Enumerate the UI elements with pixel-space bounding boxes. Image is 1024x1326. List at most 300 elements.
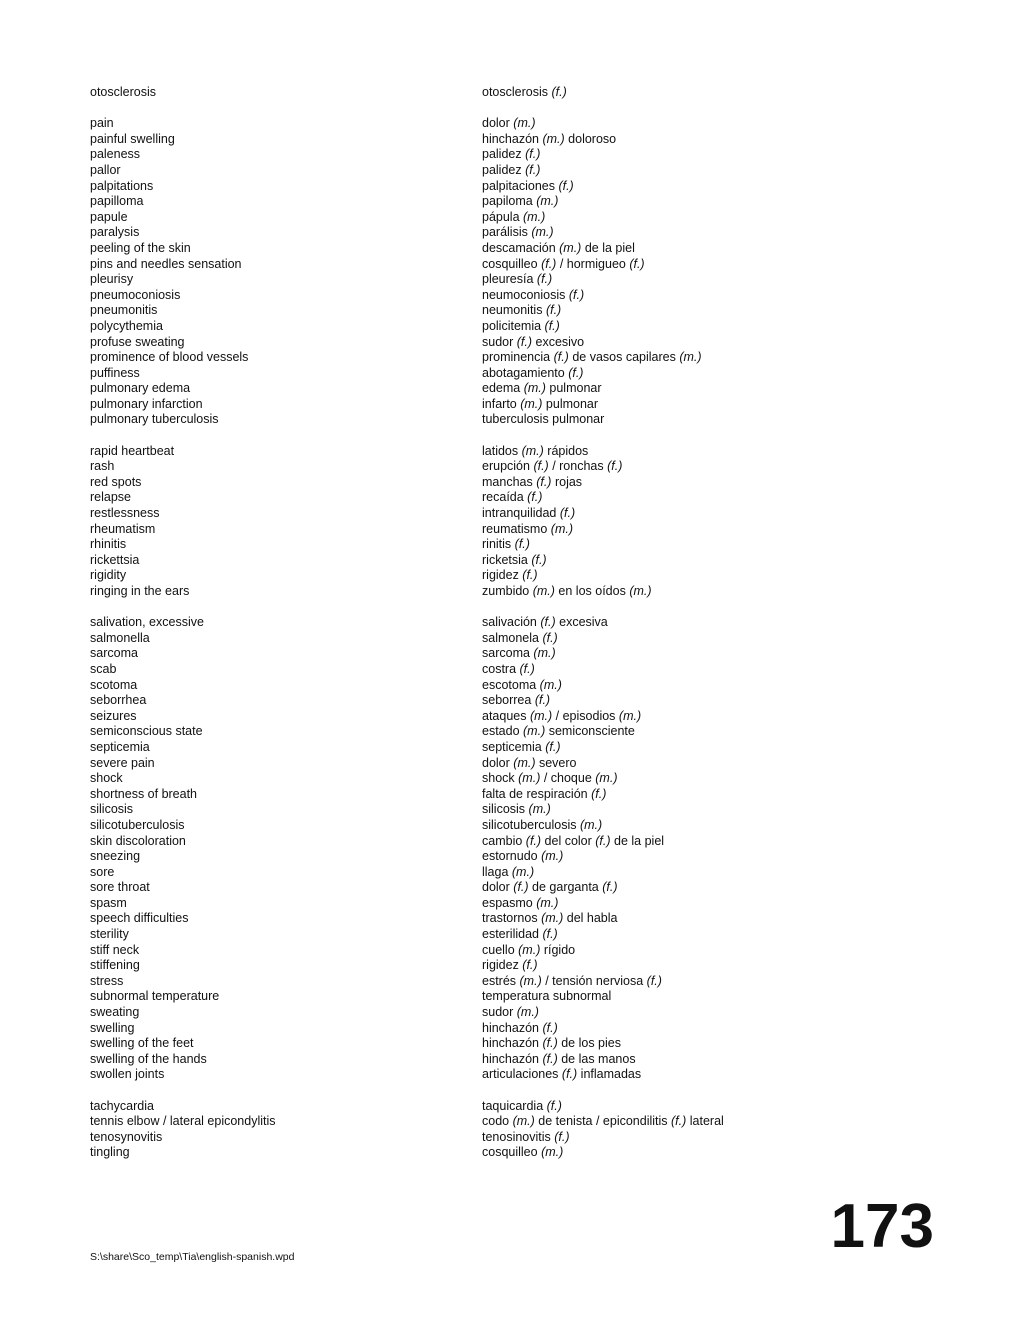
english-term: seizures <box>90 708 137 723</box>
gender-marker: (f.) <box>516 334 533 349</box>
gender-marker: (f.) <box>531 552 547 567</box>
gender-marker: (m.) <box>579 817 603 832</box>
gender-marker: (f.) <box>646 973 662 988</box>
glossary-row <box>90 1021 950 1037</box>
glossary-row <box>90 802 950 818</box>
english-term: prominence of blood vessels <box>90 350 249 365</box>
gender-marker: (m.) <box>679 350 702 365</box>
english-term: relapse <box>90 490 131 505</box>
english-term: papule <box>90 209 128 224</box>
glossary-row <box>90 584 950 600</box>
spanish-text: esterilidad <box>482 927 543 942</box>
gender-marker: (f.) <box>551 85 567 99</box>
english-term: pain <box>90 116 114 131</box>
spanish-term <box>482 179 942 195</box>
glossary-row <box>90 366 950 382</box>
spanish-text: cosquilleo <box>482 1145 542 1160</box>
spanish-text: pleuresía <box>482 272 537 287</box>
spanish-term <box>482 85 942 101</box>
spanish-text: lateral <box>686 1114 724 1129</box>
spanish-text: zumbido <box>482 584 533 598</box>
spanish-term <box>482 911 942 927</box>
glossary-row <box>90 1005 950 1021</box>
english-term: profuse sweating <box>90 334 185 349</box>
spanish-text: rigidez <box>482 568 523 583</box>
spanish-text: llaga <box>482 864 512 879</box>
spanish-text: / choque <box>540 771 596 786</box>
english-term: stiffening <box>90 958 140 973</box>
english-term: silicotuberculosis <box>90 817 185 832</box>
english-term: shortness of breath <box>90 786 198 801</box>
gender-marker: (f.) <box>542 1051 558 1066</box>
gender-marker: (m.) <box>511 864 535 879</box>
gender-marker: (f.) <box>545 303 562 318</box>
english-term: silicosis <box>90 802 134 817</box>
spanish-text: policitemia <box>482 318 545 333</box>
glossary-row <box>90 1130 950 1146</box>
english-term: tenosynovitis <box>90 1129 163 1144</box>
gender-marker: (f.) <box>513 880 529 895</box>
spanish-text: palpitaciones <box>482 178 559 193</box>
english-term: ringing in the ears <box>90 584 190 598</box>
spanish-term <box>482 272 942 288</box>
glossary-row <box>90 459 950 475</box>
spanish-term <box>482 662 942 678</box>
glossary-row <box>90 397 950 413</box>
glossary-row <box>90 927 950 943</box>
spanish-text: edema <box>482 381 524 396</box>
spanish-text: prominencia <box>482 350 554 365</box>
gender-marker: (f.) <box>536 272 553 287</box>
english-term: scotoma <box>90 677 138 692</box>
spanish-text: de vasos capilares <box>568 350 680 365</box>
glossary-row <box>90 350 950 366</box>
gender-marker: (f.) <box>525 147 541 162</box>
gender-marker: (m.) <box>559 240 582 255</box>
spanish-term <box>482 1099 942 1115</box>
gender-marker: (f.) <box>533 459 549 474</box>
glossary-row <box>90 1114 950 1130</box>
glossary-row <box>90 412 950 428</box>
glossary-row <box>90 865 950 881</box>
english-term: sarcoma <box>90 646 138 661</box>
english-term: paralysis <box>90 225 140 240</box>
glossary-row <box>90 1067 950 1083</box>
glossary-row <box>90 553 950 569</box>
english-term: sore <box>90 864 115 879</box>
spanish-text: del color <box>541 833 596 848</box>
english-term: polycythemia <box>90 318 163 333</box>
glossary-row <box>90 147 950 163</box>
english-term: stress <box>90 973 124 988</box>
glossary-row <box>90 179 950 195</box>
spanish-term <box>482 584 942 600</box>
glossary-row <box>90 303 950 319</box>
gender-marker: (m.) <box>529 708 553 723</box>
gender-marker: (m.) <box>629 584 652 598</box>
glossary-row <box>90 272 950 288</box>
gender-marker: (m.) <box>539 677 562 692</box>
glossary-row <box>90 958 950 974</box>
spanish-text: inflamadas <box>577 1067 642 1082</box>
gender-marker: (f.) <box>540 615 556 630</box>
spanish-term <box>482 194 942 210</box>
gender-marker: (m.) <box>523 381 546 396</box>
english-term: rigidity <box>90 568 127 583</box>
english-term: swelling <box>90 1020 135 1035</box>
spanish-text: ataques <box>482 708 530 723</box>
gender-marker: (m.) <box>520 396 543 411</box>
page-number: 173 <box>830 1192 934 1261</box>
gender-marker: (m.) <box>512 1114 535 1129</box>
spanish-term <box>482 116 942 132</box>
spanish-text: semiconsciente <box>545 724 635 739</box>
spanish-term <box>482 818 942 834</box>
english-term: pins and needles sensation <box>90 256 242 271</box>
spanish-term <box>482 849 942 865</box>
spanish-text: silicotuberculosis <box>482 817 580 832</box>
spanish-term <box>482 381 942 397</box>
english-term: tennis elbow / lateral epicondylitis <box>90 1114 276 1129</box>
glossary-row <box>90 288 950 304</box>
spanish-text: erupción <box>482 459 534 474</box>
glossary-row <box>90 1145 950 1161</box>
english-term: restlessness <box>90 506 160 521</box>
spanish-text: estrés <box>482 973 520 988</box>
gender-marker: (f.) <box>545 739 561 754</box>
english-term: otosclerosis <box>90 85 156 99</box>
glossary-row <box>90 522 950 538</box>
spanish-text: / tensión nerviosa <box>541 973 647 988</box>
english-term: seborrhea <box>90 693 147 708</box>
spanish-term <box>482 880 942 896</box>
spanish-text: silicosis <box>482 802 529 817</box>
english-term: red spots <box>90 474 142 489</box>
spanish-term <box>482 1130 942 1146</box>
english-term: sterility <box>90 927 129 942</box>
english-term: painful swelling <box>90 131 175 146</box>
spanish-text: de tenista / epicondilitis <box>534 1114 672 1129</box>
spanish-text: costra <box>482 661 520 676</box>
spanish-text: cuello <box>482 942 519 957</box>
gender-marker: (f.) <box>607 459 623 474</box>
english-term: puffiness <box>90 365 140 380</box>
glossary-row <box>90 335 950 351</box>
glossary-row <box>90 646 950 662</box>
glossary-row <box>90 241 950 257</box>
spanish-term <box>482 132 942 148</box>
gender-marker: (m.) <box>536 194 559 209</box>
spanish-text: rigidez <box>482 958 523 973</box>
spanish-term <box>482 444 942 460</box>
glossary-row <box>90 662 950 678</box>
english-term: tachycardia <box>90 1098 154 1113</box>
gender-marker: (m.) <box>519 973 542 988</box>
gender-marker: (f.) <box>591 786 607 801</box>
glossary-row <box>90 818 950 834</box>
spanish-text: temperatura subnormal <box>482 989 612 1004</box>
gender-marker: (m.) <box>518 942 541 957</box>
spanish-text: hinchazón <box>482 1051 543 1066</box>
spanish-term <box>482 834 942 850</box>
glossary-row <box>90 568 950 584</box>
spanish-term <box>482 740 942 756</box>
spanish-term <box>482 802 942 818</box>
gender-marker: (f.) <box>542 1036 558 1051</box>
spanish-text: salmonela <box>482 630 543 645</box>
glossary-row <box>90 615 950 631</box>
glossary-row <box>90 943 950 959</box>
spanish-term <box>482 693 942 709</box>
spanish-term <box>482 974 942 990</box>
gender-marker: (m.) <box>531 225 554 240</box>
english-term: subnormal temperature <box>90 989 220 1004</box>
gender-marker: (m.) <box>595 771 618 786</box>
spanish-term <box>482 350 942 366</box>
spanish-text: seborrea <box>482 693 535 708</box>
spanish-term <box>482 678 942 694</box>
english-term: shock <box>90 771 123 786</box>
spanish-term <box>482 958 942 974</box>
footer-file-path: S:\share\Sco_temp\Tia\english-spanish.wpd <box>90 1251 295 1263</box>
spanish-text: excesiva <box>555 615 608 630</box>
gender-marker: (f.) <box>522 958 538 973</box>
spanish-text: shock <box>482 771 519 786</box>
spanish-text: de los pies <box>557 1036 621 1051</box>
spanish-text: manchas <box>482 474 537 489</box>
glossary-row <box>90 756 950 772</box>
spanish-text: de la piel <box>581 240 635 255</box>
spanish-term <box>482 1036 942 1052</box>
english-term: swollen joints <box>90 1067 165 1082</box>
glossary-row <box>90 132 950 148</box>
spanish-term <box>482 319 942 335</box>
english-term: swelling of the hands <box>90 1051 207 1066</box>
spanish-text: / episodios <box>552 708 619 723</box>
spanish-text: reumatismo <box>482 521 551 536</box>
glossary-row <box>90 225 950 241</box>
english-term: sore throat <box>90 880 150 895</box>
gender-marker: (m.) <box>542 131 565 146</box>
glossary-row <box>90 724 950 740</box>
gender-marker: (f.) <box>541 256 557 271</box>
spanish-text: excesivo <box>532 334 585 349</box>
gender-marker: (f.) <box>525 833 542 848</box>
spanish-text: tuberculosis pulmonar <box>482 412 605 427</box>
gender-marker: (f.) <box>559 506 576 521</box>
gender-marker: (m.) <box>518 771 541 786</box>
glossary-row <box>90 85 950 101</box>
spanish-text: salivación <box>482 615 541 630</box>
spanish-text: abotagamiento <box>482 365 569 380</box>
english-term: septicemia <box>90 739 150 754</box>
spanish-text: ricketsia <box>482 552 532 567</box>
spanish-term <box>482 1021 942 1037</box>
gender-marker: (m.) <box>541 911 564 926</box>
gender-marker: (m.) <box>541 1145 564 1160</box>
spanish-term <box>482 335 942 351</box>
english-term: swelling of the feet <box>90 1036 194 1051</box>
spanish-term <box>482 397 942 413</box>
gender-marker: (m.) <box>541 849 564 864</box>
gender-marker: (f.) <box>602 880 618 895</box>
english-term: spasm <box>90 895 127 910</box>
glossary-row <box>90 771 950 787</box>
spanish-term <box>482 257 942 273</box>
spanish-text: neumoconiosis <box>482 287 569 302</box>
spanish-term <box>482 241 942 257</box>
gender-marker: (f.) <box>519 661 535 676</box>
spanish-term <box>482 865 942 881</box>
glossary-row <box>90 989 950 1005</box>
spanish-text: infarto <box>482 396 521 411</box>
spanish-text: palidez <box>482 147 526 162</box>
spanish-term <box>482 537 942 553</box>
gender-marker: (f.) <box>553 350 569 365</box>
spanish-term <box>482 522 942 538</box>
spanish-term <box>482 1052 942 1068</box>
english-term: severe pain <box>90 755 155 770</box>
spanish-term <box>482 709 942 725</box>
gender-marker: (f.) <box>671 1114 687 1129</box>
spanish-text: doloroso <box>564 131 617 146</box>
spanish-term <box>482 989 942 1005</box>
spanish-text: palidez <box>482 162 526 177</box>
spanish-text: taquicardia <box>482 1098 547 1113</box>
english-term: salmonella <box>90 630 150 645</box>
gender-marker: (f.) <box>525 162 541 177</box>
english-term: rheumatism <box>90 521 156 536</box>
glossary-row <box>90 1036 950 1052</box>
english-term: rapid heartbeat <box>90 443 175 458</box>
glossary-row <box>90 974 950 990</box>
glossary-row <box>90 911 950 927</box>
glossary-row <box>90 1052 950 1068</box>
spanish-term <box>482 631 942 647</box>
spanish-term <box>482 553 942 569</box>
spanish-text: dolor <box>482 755 514 770</box>
gender-marker: (m.) <box>533 646 556 661</box>
spanish-text: latidos <box>482 443 522 458</box>
english-term: scab <box>90 661 117 676</box>
gender-marker: (m.) <box>523 209 546 224</box>
gender-marker: (m.) <box>521 443 544 458</box>
glossary-row <box>90 319 950 335</box>
spanish-text: codo <box>482 1114 513 1129</box>
spanish-term <box>482 412 942 428</box>
gender-marker: (m.) <box>523 724 546 739</box>
glossary-row <box>90 475 950 491</box>
spanish-text: severo <box>535 755 577 770</box>
gender-marker: (f.) <box>542 927 558 942</box>
spanish-text: septicemia <box>482 739 546 754</box>
gender-marker: (m.) <box>618 708 642 723</box>
english-term: palpitations <box>90 178 154 193</box>
gender-marker: (f.) <box>522 568 538 583</box>
spanish-text: dolor <box>482 116 514 131</box>
spanish-text: del habla <box>563 911 618 926</box>
gender-marker: (f.) <box>514 537 530 552</box>
spanish-term <box>482 475 942 491</box>
spanish-term <box>482 225 942 241</box>
glossary-row <box>90 709 950 725</box>
spanish-term <box>482 506 942 522</box>
gender-marker: (f.) <box>536 474 552 489</box>
gender-marker: (f.) <box>546 1098 562 1113</box>
spanish-text: en los oídos <box>554 584 630 598</box>
spanish-text: sudor <box>482 1005 517 1020</box>
spanish-text: recaída <box>482 490 528 505</box>
gender-marker: (f.) <box>542 1020 558 1035</box>
spanish-term <box>482 927 942 943</box>
spanish-text: estado <box>482 724 524 739</box>
glossary-row <box>90 257 950 273</box>
spanish-text: otosclerosis <box>482 85 552 99</box>
spanish-text: estornudo <box>482 849 542 864</box>
gender-marker: (f.) <box>629 256 645 271</box>
spanish-text: parálisis <box>482 225 532 240</box>
glossary-row <box>90 506 950 522</box>
gender-marker: (f.) <box>544 318 560 333</box>
gender-marker: (f.) <box>558 178 574 193</box>
english-term: sweating <box>90 1005 140 1020</box>
spanish-text: de garganta <box>528 880 603 895</box>
glossary-row <box>90 678 950 694</box>
spanish-text: rinitis <box>482 537 515 552</box>
spanish-text: trastornos <box>482 911 542 926</box>
gender-marker: (f.) <box>534 693 551 708</box>
glossary-row <box>90 116 950 132</box>
english-term: pneumonitis <box>90 303 158 318</box>
english-term: paleness <box>90 147 141 162</box>
spanish-term <box>482 288 942 304</box>
gender-marker: (m.) <box>513 755 536 770</box>
gender-marker: (m.) <box>532 584 555 598</box>
english-term: pulmonary infarction <box>90 396 203 411</box>
english-term: pallor <box>90 162 121 177</box>
spanish-term <box>482 147 942 163</box>
spanish-term <box>482 1067 942 1083</box>
spanish-text: papiloma <box>482 194 537 209</box>
glossary-table <box>90 85 950 1161</box>
spanish-text: articulaciones <box>482 1067 562 1082</box>
english-term: sneezing <box>90 849 141 864</box>
spanish-text: rojas <box>551 474 583 489</box>
english-term: semiconscious state <box>90 724 203 739</box>
gender-marker: (f.) <box>595 833 611 848</box>
english-term: pneumoconiosis <box>90 287 181 302</box>
glossary-row <box>90 740 950 756</box>
gender-marker: (f.) <box>554 1129 570 1144</box>
glossary-row <box>90 693 950 709</box>
spanish-text: de la piel <box>610 833 665 848</box>
spanish-text: neumonitis <box>482 303 546 318</box>
spanish-term <box>482 724 942 740</box>
spanish-text: cambio <box>482 833 526 848</box>
spanish-term <box>482 1114 942 1130</box>
glossary-row <box>90 1099 950 1115</box>
spanish-text: / ronchas <box>548 459 608 474</box>
spanish-text: de las manos <box>557 1051 636 1066</box>
english-term: stiff neck <box>90 942 140 957</box>
spanish-text: rápidos <box>543 443 589 458</box>
glossary-row <box>90 880 950 896</box>
spanish-term <box>482 568 942 584</box>
glossary-row <box>90 490 950 506</box>
spanish-text: intranquilidad <box>482 506 560 521</box>
spanish-text: tenosinovitis <box>482 1129 555 1144</box>
spanish-term <box>482 303 942 319</box>
